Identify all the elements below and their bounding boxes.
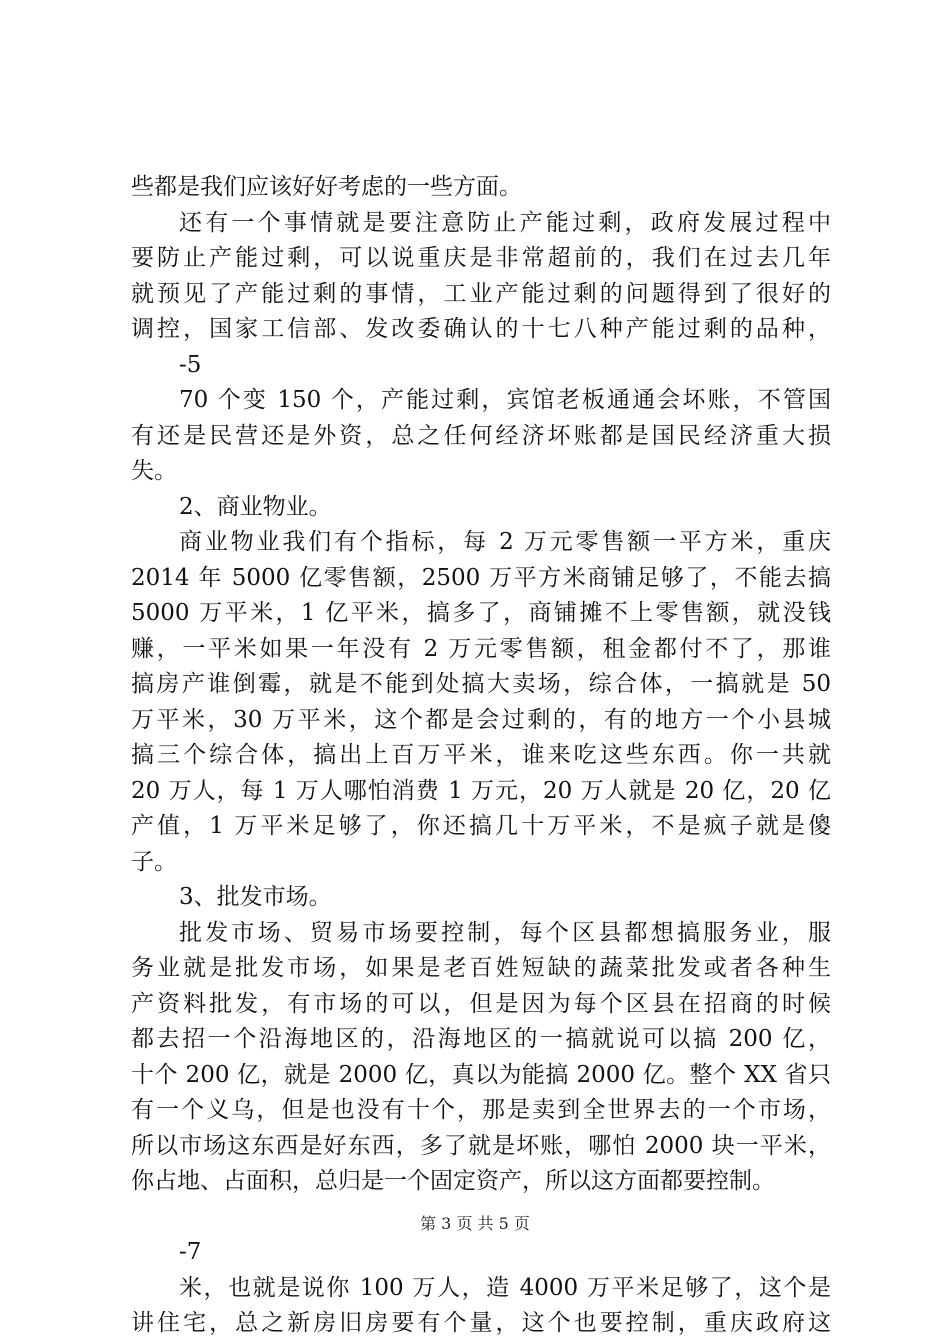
text-line: 子。 xyxy=(131,848,177,875)
text-line: -7 xyxy=(179,1239,202,1265)
text-line: 还有一个事情就是要注意防止产能过剩，政府发展过程中 xyxy=(179,209,831,236)
document-body xyxy=(131,170,831,1342)
text-line: 70 个变 150 个，产能过剩，宾馆老板通通会坏账，不管国 xyxy=(179,387,831,413)
text-line: 失。 xyxy=(131,458,177,484)
text-line: 都去招一个沿海地区的，沿海地区的一搞就说可以搞 200 亿， xyxy=(131,1026,831,1052)
text-line: 调控，国家工信部、发改委确认的十七八种产能过剩的品种， xyxy=(131,316,831,342)
text-line: 讲住宅，总之新房旧房要有个量，这个也要控制，重庆政府这 xyxy=(131,1310,831,1336)
text-line: 商业物业我们有个指标，每 2 万元零售额一平方米，重庆 xyxy=(179,529,831,555)
text-line: 所以市场这东西是好东西，多了就是坏账，哪怕 2000 块一平米， xyxy=(131,1132,831,1159)
text-line: -5 xyxy=(179,351,202,378)
text-line: 2014 年 5000 亿零售额，2500 万平方米商铺足够了，不能去搞 xyxy=(131,564,831,591)
text-line: 搞房产谁倒霉，就是不能到处搞大卖场，综合体，一搞就是 50 xyxy=(131,671,831,697)
text-line: 万平米，30 万平米，这个都是会过剩的，有的地方一个小县城 xyxy=(131,706,831,733)
page-footer: 第 3 页 共 5 页 xyxy=(420,1214,530,1233)
text-line: 产资料批发，有市场的可以，但是因为每个区县在招商的时候 xyxy=(131,990,831,1017)
text-line: 5000 万平米，1 亿平米，搞多了，商铺摊不上零售额，就没钱 xyxy=(131,600,831,626)
text-line: 搞三个综合体，搞出上百万平米，谁来吃这些东西。你一共就 xyxy=(131,742,831,768)
text-line: 批发市场、贸易市场要控制，每个区县都想搞服务业，服 xyxy=(179,919,831,946)
text-line: 3、批发市场。 xyxy=(179,884,332,910)
text-line: 些都是我们应该好好考虑的一些方面。 xyxy=(131,174,522,200)
text-line: 务业就是批发市场，如果是老百姓短缺的蔬菜批发或者各种生 xyxy=(131,955,831,981)
text-line: 米，也就是说你 100 万人，造 4000 万平米足够了，这个是 xyxy=(179,1274,831,1301)
text-line: 2、商业物业。 xyxy=(179,493,332,520)
text-line: 产值，1 万平米足够了，你还搞几十万平米，不是疯子就是傻 xyxy=(131,813,831,839)
text-line: 有还是民营还是外资，总之任何经济坏账都是国民经济重大损 xyxy=(131,422,831,449)
text-line: 20 万人，每 1 万人哪怕消费 1 万元，20 万人就是 20 亿，20 亿 xyxy=(131,777,831,804)
text-line: 赚，一平米如果一年没有 2 万元零售额，租金都付不了，那谁 xyxy=(131,635,831,662)
text-line: 就预见了产能过剩的事情，工业产能过剩的问题得到了很好的 xyxy=(131,280,831,307)
text-line: 有一个义乌，但是也没有十个，那是卖到全世界去的一个市场， xyxy=(131,1097,831,1123)
text-line: 十个 200 亿，就是 2000 亿，真以为能搞 2000 亿。整个 XX 省只 xyxy=(131,1061,831,1088)
text-line: 你占地、占面积，总归是一个固定资产，所以这方面都要控制。 xyxy=(131,1168,775,1194)
text-line: 要防止产能过剩，可以说重庆是非常超前的，我们在过去几年 xyxy=(131,245,831,271)
